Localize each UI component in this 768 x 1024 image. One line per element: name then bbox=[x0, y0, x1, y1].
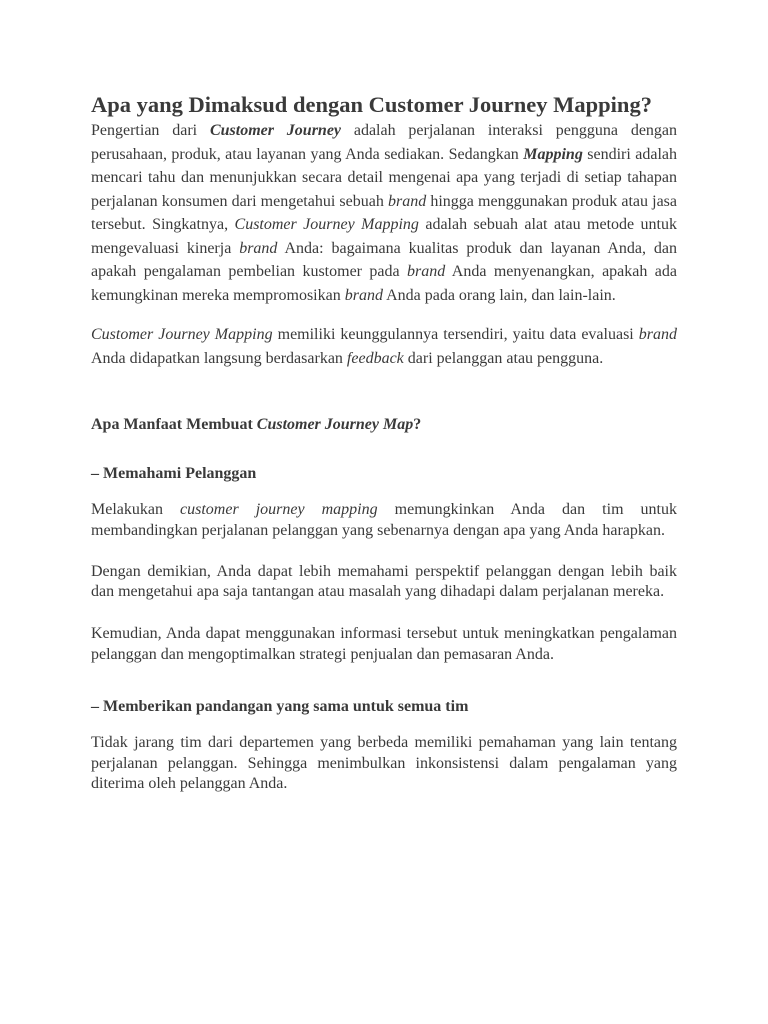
text-run: adalah perjalanan interaksi pengguna dengan perusahaan, produk, atau layanan yang Anda sediakan. Sedangkan bbox=[91, 122, 678, 163]
section1-paragraph-3: Kemudian, Anda dapat menggunakan informasi tersebut untuk meningkatkan pengalaman pelanggan dan mengoptimalkan strategi penjualan dan pemasaran Anda. bbox=[91, 625, 677, 663]
term-customer-journey-mapping: Customer Journey Mapping bbox=[91, 326, 273, 343]
document-page bbox=[91, 92, 677, 795]
text-run: memungkinkan Anda dan tim untuk membandingkan perjalanan pelanggan yang sebenarnya dengan apa yang Anda harapkan. bbox=[91, 501, 677, 539]
text-run: Melakukan bbox=[91, 501, 181, 518]
text-run: adalah sebuah alat atau metode untuk mengevaluasi kinerja bbox=[91, 216, 677, 257]
section-heading-pandangan-sama: – Memberikan pandangan yang sama untuk semua tim bbox=[91, 697, 469, 715]
heading-italic: Customer Journey Map bbox=[256, 416, 414, 433]
section-heading-memahami-pelanggan: – Memahami Pelanggan bbox=[91, 465, 257, 482]
benefits-heading bbox=[91, 415, 677, 435]
term-brand: brand bbox=[239, 239, 278, 257]
text-run: Anda: bagaimana kualitas produk dan layanan Anda, dan apakah pengalaman pembelian kustomer pada bbox=[91, 239, 677, 280]
term-customer-journey-mapping: customer journey mapping bbox=[180, 501, 378, 518]
section2-paragraph-1: Tidak jarang tim dari departemen yang berbeda memiliki pemahaman yang lain tentang perjalanan pelanggan. Sehingga menimbulkan inkonsistensi dalam pengalaman yang diterima oleh pelanggan Anda. bbox=[91, 733, 677, 793]
term-mapping: Mapping bbox=[523, 145, 583, 163]
text-run: dari pelanggan atau pengguna. bbox=[403, 349, 604, 367]
term-customer-journey-mapping: Customer Journey Mapping bbox=[234, 216, 419, 233]
text-run: sendiri adalah mencari tahu dan menunjukkan secara detail mengenai apa yang terjadi di setiap tahapan perjalanan konsumen dari mengetahui sebuah bbox=[91, 145, 677, 210]
text-run: ? bbox=[413, 416, 422, 433]
term-feedback: feedback bbox=[346, 349, 404, 367]
text-run: memiliki keunggulannya tersendiri, yaitu data evaluasi bbox=[272, 326, 639, 343]
term-customer-journey: Customer Journey bbox=[209, 122, 342, 139]
term-brand: brand bbox=[638, 326, 678, 343]
section1-paragraph-1 bbox=[91, 500, 677, 542]
article-title: Apa yang Dimaksud dengan Customer Journey Mapping? bbox=[91, 92, 652, 117]
text-run: Pengertian dari bbox=[91, 122, 210, 139]
text-run: Apa Manfaat Membuat bbox=[91, 416, 257, 433]
text-run: Anda menyenangkan, apakah ada kemungkinan mereka mempromosikan bbox=[91, 263, 677, 304]
intro-paragraph-1 bbox=[91, 119, 677, 307]
intro-paragraph-2 bbox=[91, 323, 677, 370]
text-run: Anda pada orang lain, dan lain-lain. bbox=[382, 286, 616, 304]
section1-paragraph-2: Dengan demikian, Anda dapat lebih memahami perspektif pelanggan dengan lebih baik dan mengetahui apa saja tantangan atau masalah yang dihadapi dalam perjalanan mereka. bbox=[91, 562, 677, 601]
term-brand: brand bbox=[344, 286, 383, 304]
term-brand: brand bbox=[387, 192, 427, 210]
text-run: Anda didapatkan langsung berdasarkan bbox=[91, 349, 347, 367]
text-run: hingga menggunakan produk atau jasa tersebut. Singkatnya, bbox=[91, 192, 678, 233]
term-brand: brand bbox=[407, 263, 446, 280]
